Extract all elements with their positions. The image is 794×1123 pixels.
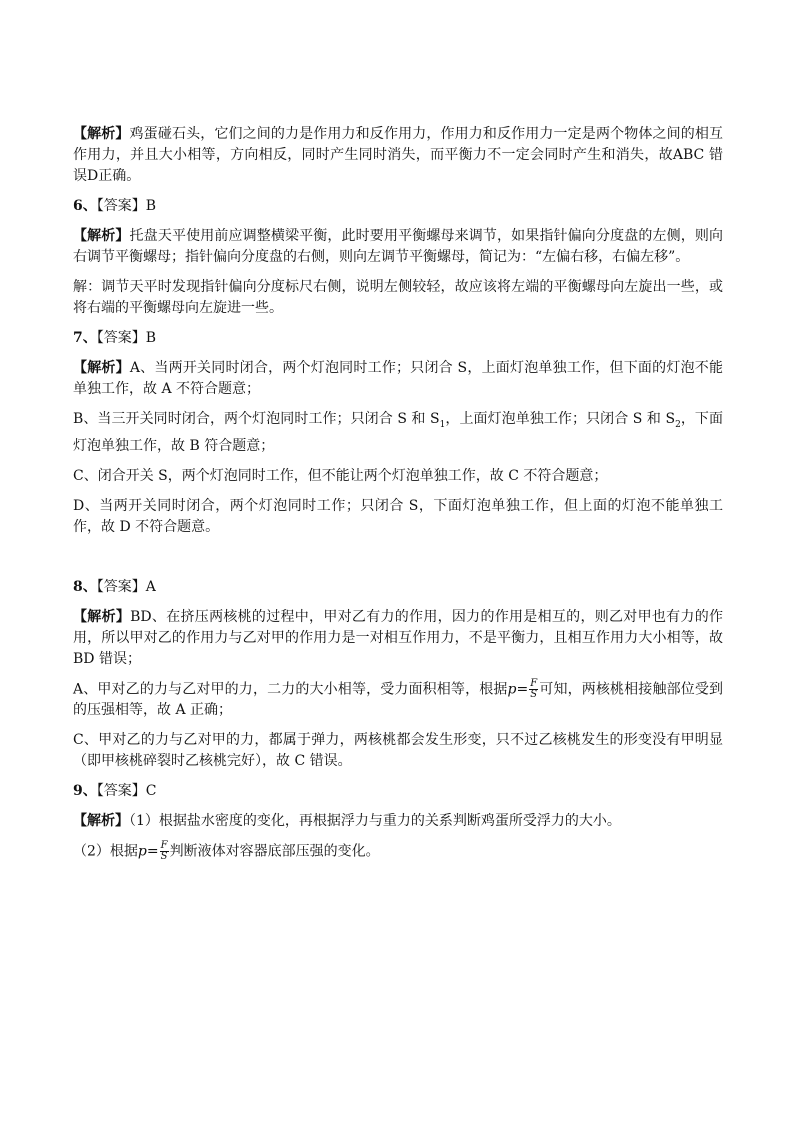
pressure-symbol: p (137, 843, 147, 860)
pressure-fraction: $\frac{F}{S}$ (530, 677, 538, 700)
q6-solution: 解：调节天平时发现指针偏向分度标尺右侧，说明左侧较轻，故应该将左端的平衡螺母向左旋出一些，或将右端的平衡螺母向左旋进一些。 (73, 279, 723, 316)
pressure-fraction: $\frac{F}{S}$ (160, 840, 168, 863)
q8-analysis-c: C、甲对乙的力与乙对甲的力，都属于弹力，两核桃都会发生形变，只不过乙核桃发生的形变没有甲明显（即甲核桃碎裂时乙核桃完好），故 C 错误。 (73, 732, 723, 770)
q9-answer: 9、【答案】C (73, 783, 157, 800)
q8-analysis-a: A、甲对乙的力与乙对甲的力，二力的大小相等，受力面积相等，根据p= $\frac{F}{S}$ 可知，两核桃相接触部位受到的压强相等，故 A 正确； (73, 677, 724, 719)
q7-analysis-d: D、当两开关同时闭合，两个灯泡同时工作；只闭合 S，下面灯泡单独工作，但上面的灯泡不能单独工作，故 D 不符合题意。 (73, 497, 723, 535)
q5-analysis: 【解析】鸡蛋碰石头，它们之间的力是作用力和反作用力，作用力和反作用力一定是两个物体之间的相互作用力，并且大小相等，方向相反，同时产生同时消失，而平衡力不一定会同时产生和消失，故ABC 错误D正确。 (73, 126, 724, 184)
q8-analysis-bd: 【解析】BD、在挤压两核桃的过程中，甲对乙有力的作用，因力的作用是相互的，则乙对甲也有力的作用，所以甲对乙的作用力与乙对甲的作用力是一对相互作用力，不是平衡力，且相互作用力大小相等，故 BD 错误； (73, 608, 724, 667)
pressure-symbol: p (507, 681, 517, 698)
q7-analysis-a: 【解析】A、当两开关同时闭合，两个灯泡同时工作；只闭合 S，上面灯泡单独工作，但下面的灯泡不能单独工作，故 A 不符合题意； (73, 360, 723, 397)
q9-analysis-2: （2）根据p= $\frac{F}{S}$ 判断液体对容器底部压强的变化。 (73, 840, 380, 863)
spacer (73, 547, 723, 577)
answer-sheet (73, 124, 723, 872)
q6-answer: 6、【答案】B (73, 198, 157, 214)
q7-analysis-b: B、当三开关同时闭合，两个灯泡同时工作；只闭合 S 和 $S_1$，上面灯泡单独工作；只闭合 S 和 $S_2$，下面灯泡单独工作，故 B 符合题意； (73, 411, 723, 454)
q7-answer: 7、【答案】B (73, 330, 157, 346)
q8-answer: 8、【答案】A (73, 578, 156, 595)
q7-analysis-c: C、闭合开关 S，两个灯泡同时工作，但不能让两个灯泡单独工作，故 C 不符合题意； (73, 467, 608, 484)
q9-analysis-1: 【解析】（1）根据盐水密度的变化，再根据浮力与重力的关系判断鸡蛋所受浮力的大小。 (73, 813, 621, 830)
q6-analysis: 【解析】托盘天平使用前应调整横梁平衡，此时要用平衡螺母来调节，如果指针偏向分度盘的左侧，则向右调节平衡螺母；指针偏向分度盘的右侧，则向左调节平衡螺母，简记为：“左偏右移，右偏左移”。 (73, 228, 724, 265)
